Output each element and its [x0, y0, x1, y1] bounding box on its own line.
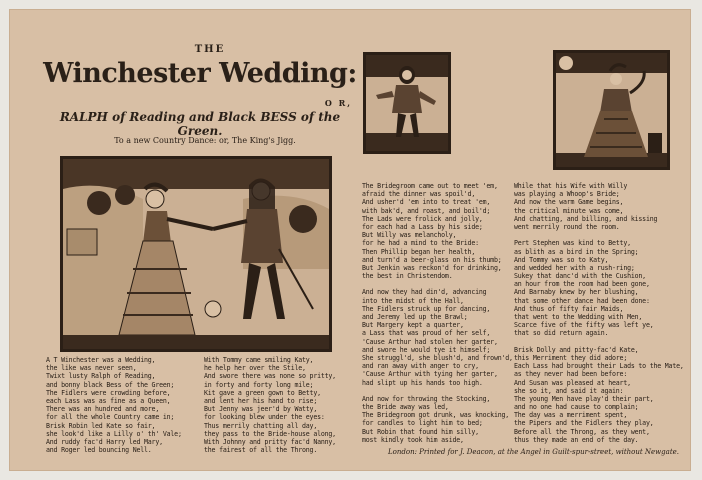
verse-line: had slipt up his hands too high. [362, 378, 483, 387]
verse-line: And ruddy fac'd Harry led Mary, [46, 437, 163, 446]
verse-line: each Lass was as fine as a Queen, [46, 396, 171, 405]
verse-line: The day was a merriment spent, [514, 411, 628, 420]
verse-line: thus they made an end of the day. [514, 435, 639, 444]
verse-line: this Merriment they did adore; [514, 353, 628, 362]
verse-line: But Willy was melancholy, [362, 231, 457, 240]
imprint-line: London: Printed for J. Deacon, at the Angel in Guilt-spur-street, without Newgate. [388, 448, 680, 456]
verse-line: into the midst of the Hall, [362, 296, 464, 305]
verse-line: With Tommy came smiling Katy, [204, 356, 314, 364]
woodcut-couple [60, 156, 332, 352]
title-or: O R, [324, 98, 352, 108]
verse-line: But Margery kept a quarter, [362, 321, 464, 330]
verse-line: the fairest of all the Throng. [204, 446, 318, 455]
verse-line: Pert Stephen was kind to Betty, [514, 239, 631, 248]
verse-line: A T Winchester was a Wedding, [46, 356, 156, 364]
woodcut-woman [553, 50, 670, 170]
verse-line: The Fidlers were crowding before, [46, 388, 171, 397]
verse-line: There was an hundred and more, [46, 405, 160, 414]
verse-line: Scarce five of the fifty was left ye, [514, 321, 654, 330]
verse-line [514, 338, 684, 346]
verse-line: the Bride away was led, [362, 403, 449, 412]
verse-column-3 [362, 182, 513, 444]
verse-line: for candles to light him to bed; [362, 419, 483, 428]
verse-line: was playing a Whoop's Bride; [514, 190, 620, 199]
verse-line: Sukey that danc'd with the Cushion, [514, 272, 646, 281]
verse-line: Each Lass had brought their Lads to the Mate, [514, 362, 684, 371]
verse-line: with bak'd, and roast, and boil'd; [362, 206, 491, 215]
verse-line: the best in Christendom. [362, 272, 453, 281]
verse-line: And now the warm Game begins, [514, 198, 624, 207]
verse-line: Brisk Dolly and pitty-fac'd Kate, [514, 345, 639, 354]
verse-line: the critical minute was come, [514, 206, 624, 215]
verse-line: And usher'd 'em into to treat 'em, [362, 198, 491, 207]
verse-line: With Johnny and pritty fac'd Nanny, [204, 437, 336, 446]
verse-column-1 [46, 356, 182, 454]
verse-line: went merrily round the room. [514, 222, 620, 231]
verse-line: The Fidlers struck up for dancing, [362, 304, 491, 313]
verse-line: Thus merrily chatting all day, [204, 421, 318, 430]
verse-line: The young Men have play'd their part, [514, 394, 654, 403]
verse-line: Twixt lusty Ralph of Reading, [46, 372, 156, 381]
verse-line: she look'd like a Lilly o' th' Vale; [46, 429, 182, 438]
verse-line: for all the whole Country came in; [46, 413, 175, 422]
verse-line: and no one had cause to complain; [514, 403, 639, 412]
tune-line: To a new Country Dance: or, The King's Jigg. [114, 136, 296, 145]
verse-line: they pass to the Bride-house along, [204, 429, 336, 438]
verse-line: and swore he would tye it himself; [362, 345, 491, 354]
verse-line: Kit gave a green gown to Betty, [204, 388, 321, 397]
verse-line: But Robin that found him silly, [362, 427, 479, 436]
verse-line: Brisk Robin led Kate so fair, [46, 421, 156, 430]
verse-line: And Barnaby knew by her blushing, [514, 288, 639, 297]
verse-line: And Tommy was so to Katy, [514, 255, 609, 264]
page-title: Winchester Wedding: [43, 58, 357, 89]
verse-line: She struggl'd, she blush'd, and frown'd, [362, 353, 513, 362]
verse-line: 'Cause Arthur with tying her garter, [362, 370, 498, 379]
verse-line: Then Phillip began her health, [362, 247, 476, 256]
verse-column-4 [514, 182, 684, 444]
page-subtitle: RALPH of Reading and Black BESS of the Green. [59, 110, 341, 138]
verse-line: for he had a mind to the Bride: [362, 239, 479, 248]
verse-line: and bonny black Bess of the Green; [46, 380, 175, 389]
verse-line: But Jenkin was reckon'd for drinking, [362, 263, 502, 272]
verse-line: the like was never seen, [46, 364, 137, 373]
verse-line: that went to the Wedding with Men, [514, 313, 643, 321]
verse-line: and turn'd a beer-glass on his thumb; [362, 255, 502, 264]
verse-line: And thus of fifty fair Maids, [514, 304, 624, 313]
verse-line: an hour from the room had been gone, [514, 280, 650, 289]
verse-line: and wedded her with a rush-ring; [514, 263, 635, 272]
verse-line: that so did return again. [514, 329, 609, 338]
verse-line: Before all the Throng, as they went, [514, 427, 650, 436]
verse-line: But Jenny was jeer'd by Watty, [204, 405, 318, 414]
verse-line: And Susan was pleased at heart, [514, 378, 631, 387]
verse-line: a Lass that was proud of her self, [362, 329, 491, 338]
verse-line: the Pipers and the Fidlers they play, [514, 419, 654, 428]
verse-line: that some other dance had been done: [514, 296, 650, 305]
verse-line: And swore there was none so pritty, [204, 372, 336, 381]
verse-line: and Jeremy led up the Brawl; [362, 313, 468, 321]
verse-line: and ran away with anger to cry, [362, 362, 479, 371]
verse-line: The Bridegroom got drunk, was knocking, [362, 411, 510, 420]
verse-line: The Bridegroom came out to meet 'em, [362, 182, 498, 190]
verse-line: and lent her his hand to rise; [204, 396, 318, 405]
woodcut-man [363, 52, 451, 154]
verse-line: in forty and forty long mile; [204, 380, 314, 389]
verse-line: for looking blew under the eyes: [204, 413, 325, 422]
title-the: THE [194, 44, 226, 55]
verse-line [362, 280, 513, 288]
verse-line: While that his Wife with Willy [514, 182, 628, 190]
verse-line: And now for throwing the Stocking, [362, 394, 491, 403]
verse-line: most kindly took him aside, [362, 435, 464, 444]
verse-line: The Lads were frolick and jolly, [362, 214, 483, 223]
verse-line: he help her over the Stile, [204, 364, 306, 373]
verse-line: she so it, and said it again: [514, 386, 624, 395]
verse-line: as they never had been before: [514, 370, 628, 379]
verse-line: And now they had din'd, advancing [362, 288, 487, 297]
verse-line: for each had a Lass by his side; [362, 222, 483, 231]
verse-line: and Roger led bouncing Nell. [46, 446, 152, 455]
verse-line [514, 231, 684, 239]
verse-line [362, 387, 513, 395]
verse-line: afraid the dinner was spoil'd, [362, 190, 476, 199]
verse-line: And chatting, and billing, and kissing [514, 214, 658, 223]
verse-line: 'Cause Arthur had stolen her garter, [362, 337, 498, 346]
verse-column-2 [204, 356, 336, 454]
verse-line: as blith as a bird in the Spring; [514, 247, 639, 256]
